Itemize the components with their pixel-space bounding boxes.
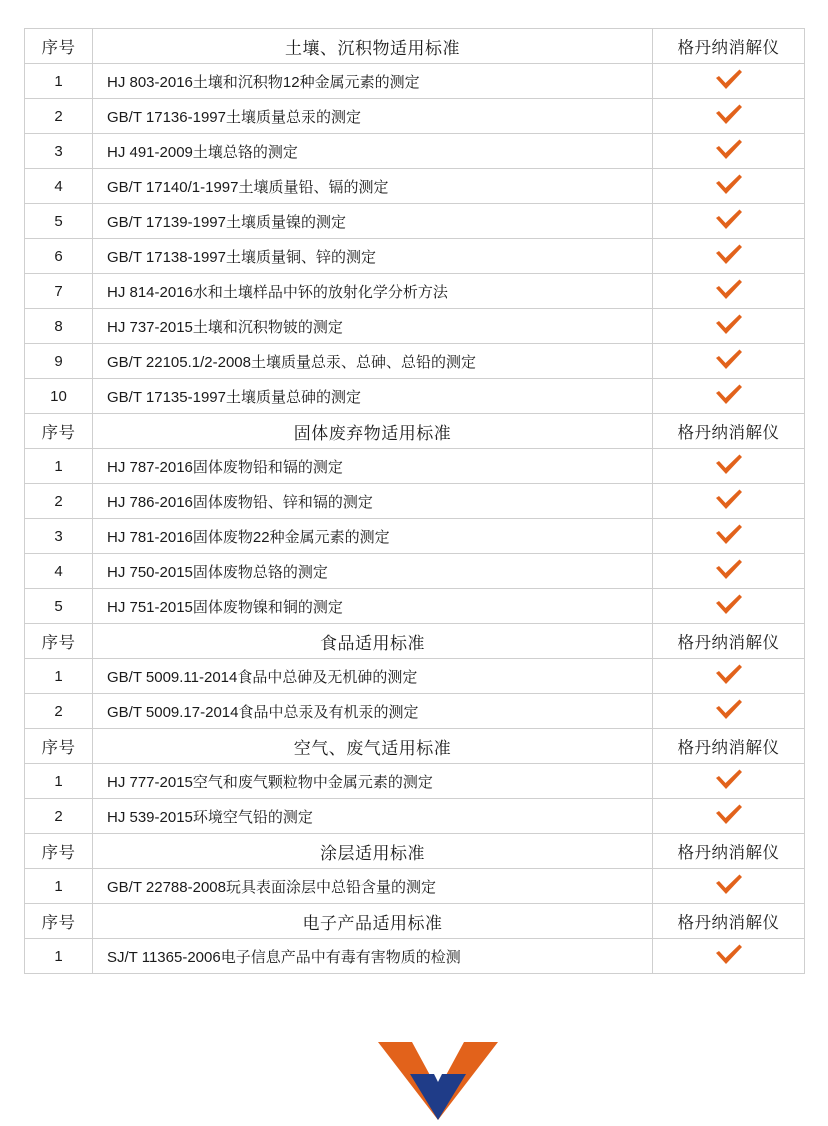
company-logo xyxy=(24,1032,828,1124)
orange-check-icon xyxy=(714,872,744,896)
support-mark xyxy=(653,239,805,274)
support-mark xyxy=(653,939,805,974)
column-header-num: 序号 xyxy=(25,624,93,659)
orange-check-icon xyxy=(714,382,744,406)
table-row xyxy=(25,344,805,379)
column-header-num: 序号 xyxy=(25,29,93,64)
section-title: 电子产品适用标准 xyxy=(93,904,653,939)
column-header-device: 格丹纳消解仪 xyxy=(653,834,805,869)
support-mark xyxy=(653,99,805,134)
table-row xyxy=(25,204,805,239)
standards-table xyxy=(24,28,805,974)
standard-name: HJ 781-2016固体废物22种金属元素的测定 xyxy=(93,519,653,554)
standard-name: SJ/T 11365-2006电子信息产品中有毒有害物质的检测 xyxy=(93,939,653,974)
row-number: 1 xyxy=(25,659,93,694)
row-number: 1 xyxy=(25,449,93,484)
row-number: 6 xyxy=(25,239,93,274)
orange-check-icon xyxy=(714,592,744,616)
row-number: 2 xyxy=(25,99,93,134)
table-row xyxy=(25,274,805,309)
row-number: 10 xyxy=(25,379,93,414)
orange-check-icon xyxy=(714,522,744,546)
support-mark xyxy=(653,659,805,694)
table-row xyxy=(25,589,805,624)
orange-check-icon xyxy=(714,207,744,231)
orange-check-icon xyxy=(714,942,744,966)
row-number: 8 xyxy=(25,309,93,344)
row-number: 7 xyxy=(25,274,93,309)
support-mark xyxy=(653,764,805,799)
row-number: 9 xyxy=(25,344,93,379)
column-header-device: 格丹纳消解仪 xyxy=(653,904,805,939)
orange-check-icon xyxy=(714,452,744,476)
standard-name: GB/T 17135-1997土壤质量总砷的测定 xyxy=(93,379,653,414)
standard-name: HJ 751-2015固体废物镍和铜的测定 xyxy=(93,589,653,624)
table-row xyxy=(25,659,805,694)
table-row xyxy=(25,134,805,169)
standard-name: GB/T 17138-1997土壤质量铜、锌的测定 xyxy=(93,239,653,274)
orange-check-icon xyxy=(714,102,744,126)
support-mark xyxy=(653,694,805,729)
section-title: 固体废弃物适用标准 xyxy=(93,414,653,449)
orange-check-icon xyxy=(714,767,744,791)
row-number: 1 xyxy=(25,764,93,799)
standard-name: GB/T 22105.1/2-2008土壤质量总汞、总砷、总铅的测定 xyxy=(93,344,653,379)
table-row xyxy=(25,554,805,589)
orange-check-icon xyxy=(714,557,744,581)
column-header-num: 序号 xyxy=(25,414,93,449)
orange-check-icon xyxy=(714,697,744,721)
orange-check-icon xyxy=(714,347,744,371)
standard-name: HJ 750-2015固体废物总铬的测定 xyxy=(93,554,653,589)
column-header-device: 格丹纳消解仪 xyxy=(653,29,805,64)
orange-check-icon xyxy=(714,67,744,91)
support-mark xyxy=(653,449,805,484)
orange-check-icon xyxy=(714,487,744,511)
section-title: 空气、废气适用标准 xyxy=(93,729,653,764)
orange-check-icon xyxy=(714,172,744,196)
row-number: 2 xyxy=(25,484,93,519)
orange-check-icon xyxy=(714,312,744,336)
support-mark xyxy=(653,554,805,589)
standard-name: HJ 539-2015环境空气铅的测定 xyxy=(93,799,653,834)
row-number: 4 xyxy=(25,169,93,204)
support-mark xyxy=(653,344,805,379)
support-mark xyxy=(653,274,805,309)
support-mark xyxy=(653,484,805,519)
section-title: 食品适用标准 xyxy=(93,624,653,659)
support-mark xyxy=(653,799,805,834)
table-row xyxy=(25,519,805,554)
standard-name: GB/T 5009.11-2014食品中总砷及无机砷的测定 xyxy=(93,659,653,694)
row-number: 5 xyxy=(25,589,93,624)
table-row xyxy=(25,869,805,904)
orange-check-icon xyxy=(714,137,744,161)
standard-name: GB/T 17136-1997土壤质量总汞的测定 xyxy=(93,99,653,134)
row-number: 5 xyxy=(25,204,93,239)
standard-name: GB/T 17139-1997土壤质量镍的测定 xyxy=(93,204,653,239)
table-row xyxy=(25,64,805,99)
row-number: 3 xyxy=(25,519,93,554)
orange-check-icon xyxy=(714,277,744,301)
standard-name: HJ 803-2016土壤和沉积物12种金属元素的测定 xyxy=(93,64,653,99)
column-header-device: 格丹纳消解仪 xyxy=(653,414,805,449)
standard-name: HJ 777-2015空气和废气颗粒物中金属元素的测定 xyxy=(93,764,653,799)
row-number: 4 xyxy=(25,554,93,589)
table-row xyxy=(25,239,805,274)
standard-name: HJ 786-2016固体废物铅、锌和镉的测定 xyxy=(93,484,653,519)
support-mark xyxy=(653,379,805,414)
section-header-row xyxy=(25,414,805,449)
support-mark xyxy=(653,64,805,99)
orange-check-icon xyxy=(714,242,744,266)
section-title: 土壤、沉积物适用标准 xyxy=(93,29,653,64)
section-header-row xyxy=(25,834,805,869)
row-number: 1 xyxy=(25,64,93,99)
table-row xyxy=(25,694,805,729)
section-header-row xyxy=(25,624,805,659)
section-header-row xyxy=(25,904,805,939)
standard-name: HJ 491-2009土壤总铬的测定 xyxy=(93,134,653,169)
orange-check-icon xyxy=(714,662,744,686)
column-header-num: 序号 xyxy=(25,729,93,764)
table-row xyxy=(25,449,805,484)
support-mark xyxy=(653,204,805,239)
row-number: 3 xyxy=(25,134,93,169)
table-row xyxy=(25,939,805,974)
section-header-row xyxy=(25,729,805,764)
table-row xyxy=(25,379,805,414)
standard-name: HJ 814-2016水和土壤样品中钚的放射化学分析方法 xyxy=(93,274,653,309)
table-row xyxy=(25,309,805,344)
column-header-num: 序号 xyxy=(25,904,93,939)
row-number: 2 xyxy=(25,694,93,729)
table-row xyxy=(25,799,805,834)
row-number: 2 xyxy=(25,799,93,834)
table-row xyxy=(25,484,805,519)
column-header-device: 格丹纳消解仪 xyxy=(653,624,805,659)
standard-name: GB/T 17140/1-1997土壤质量铅、镉的测定 xyxy=(93,169,653,204)
support-mark xyxy=(653,169,805,204)
support-mark xyxy=(653,309,805,344)
column-header-num: 序号 xyxy=(25,834,93,869)
standard-name: GB/T 22788-2008玩具表面涂层中总铅含量的测定 xyxy=(93,869,653,904)
section-title: 涂层适用标准 xyxy=(93,834,653,869)
table-row xyxy=(25,169,805,204)
standard-name: GB/T 5009.17-2014食品中总汞及有机汞的测定 xyxy=(93,694,653,729)
table-row xyxy=(25,99,805,134)
column-header-device: 格丹纳消解仪 xyxy=(653,729,805,764)
orange-check-icon xyxy=(714,802,744,826)
support-mark xyxy=(653,519,805,554)
support-mark xyxy=(653,589,805,624)
standard-name: HJ 737-2015土壤和沉积物铍的测定 xyxy=(93,309,653,344)
chevron-logo-icon xyxy=(372,1032,504,1124)
support-mark xyxy=(653,134,805,169)
support-mark xyxy=(653,869,805,904)
standard-name: HJ 787-2016固体废物铅和镉的测定 xyxy=(93,449,653,484)
row-number: 1 xyxy=(25,869,93,904)
section-header-row xyxy=(25,29,805,64)
table-row xyxy=(25,764,805,799)
row-number: 1 xyxy=(25,939,93,974)
